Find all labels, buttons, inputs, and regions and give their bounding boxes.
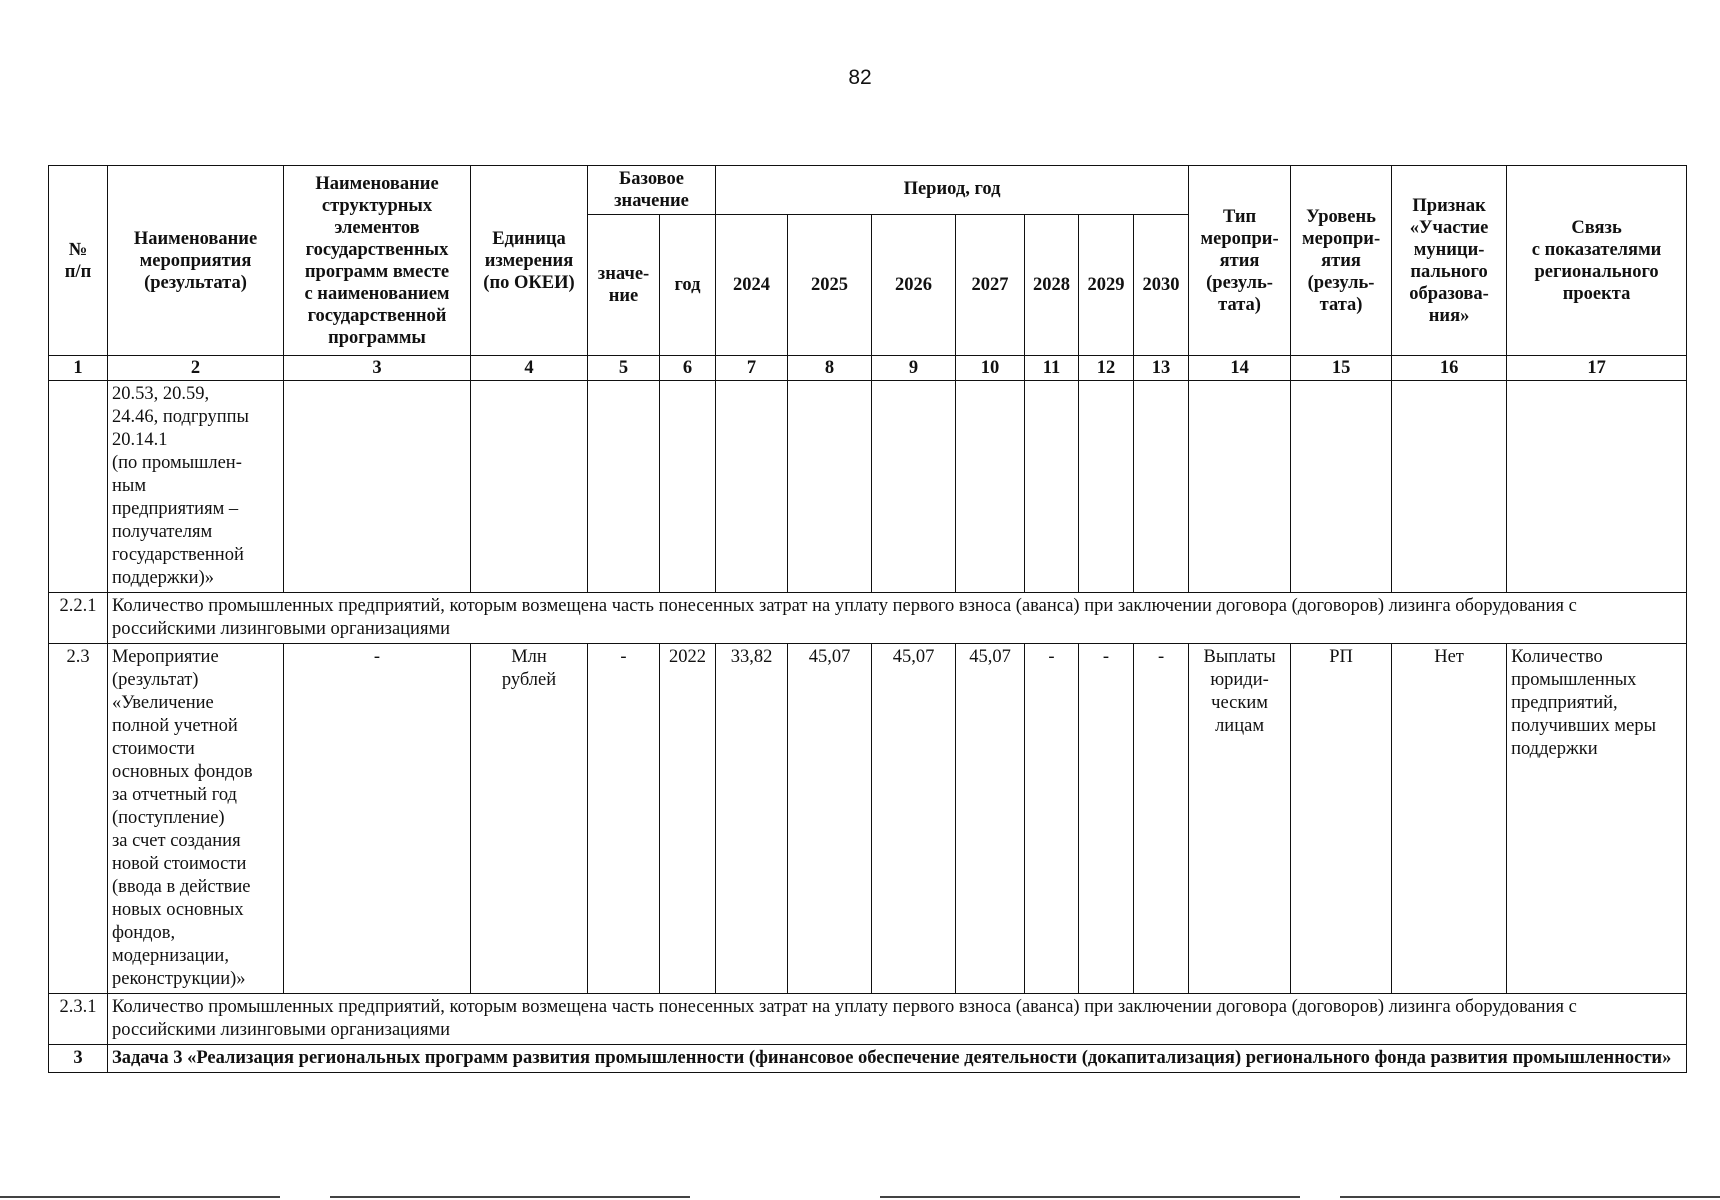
cell-type: Выплаты юриди- ческим лицам (1189, 644, 1291, 994)
header-year: 2025 (788, 215, 872, 356)
cell-level: РП (1291, 644, 1392, 994)
column-number: 7 (716, 356, 788, 381)
scan-artifact (1340, 1196, 1720, 1198)
cell-link: Количество промышленных предприятий, получивших меры поддержки (1507, 644, 1687, 994)
cell-num: 2.3.1 (49, 994, 108, 1045)
scan-artifact (0, 1196, 280, 1198)
scan-artifact (880, 1196, 1300, 1198)
cell-empty (716, 381, 788, 593)
column-number: 4 (471, 356, 588, 381)
column-number: 2 (108, 356, 284, 381)
column-number: 14 (1189, 356, 1291, 381)
table-row (49, 644, 1687, 994)
cell-value-2026: 45,07 (872, 644, 956, 994)
cell-value-2027: 45,07 (956, 644, 1025, 994)
header-level: Уровень меропри- ятия (резуль- тата) (1291, 166, 1392, 356)
cell-num: 3 (49, 1045, 108, 1073)
cell-empty (1134, 381, 1189, 593)
cell-indicator-text: Количество промышленных предприятий, которым возмещена часть понесенных затрат на уплату первого взноса (аванса) при заключении договора (договоров) лизинга оборудования с российскими лизинговыми организациями (108, 593, 1687, 644)
header-row-1 (49, 166, 1687, 215)
cell-empty (471, 381, 588, 593)
header-year: 2024 (716, 215, 788, 356)
header-unit: Единица измерения (по ОКЕИ) (471, 166, 588, 356)
page-number: 82 (848, 66, 872, 89)
cell-value-2028: - (1025, 644, 1079, 994)
header-base-value: значе- ние (588, 215, 660, 356)
header-num: № п/п (49, 166, 108, 356)
header-year: 2026 (872, 215, 956, 356)
cell-empty (1189, 381, 1291, 593)
scan-artifact (330, 1196, 690, 1198)
header-link: Связь с показателями регионального проекта (1507, 166, 1687, 356)
cell-name: 20.53, 20.59, 24.46, подгруппы 20.14.1 (по промышлен- ным предприятиям – получателям государственной поддержки)» (108, 381, 284, 593)
column-number: 6 (660, 356, 716, 381)
column-number: 12 (1079, 356, 1134, 381)
column-number: 9 (872, 356, 956, 381)
cell-base-value: - (588, 644, 660, 994)
cell-empty (588, 381, 660, 593)
cell-empty (1507, 381, 1687, 593)
column-number: 11 (1025, 356, 1079, 381)
cell-name: Мероприятие (результат) «Увеличение полной учетной стоимости основных фондов за отчетный год (поступление) за счет создания новой стоимости (ввода в действие новых основных фондов, модернизации, реконструкции)» (108, 644, 284, 994)
column-number: 16 (1392, 356, 1507, 381)
cell-sign: Нет (1392, 644, 1507, 994)
cell-task-title: Задача 3 «Реализация региональных программ развития промышленности (финансовое обеспечение деятельности (докапитализация) регионального фонда развития промышленности» (108, 1045, 1687, 1073)
header-year: 2028 (1025, 215, 1079, 356)
column-number: 15 (1291, 356, 1392, 381)
cell-num: 2.2.1 (49, 593, 108, 644)
header-base-year: год (660, 215, 716, 356)
cell-base-year: 2022 (660, 644, 716, 994)
column-number: 10 (956, 356, 1025, 381)
cell-empty (284, 381, 471, 593)
table-row (49, 994, 1687, 1045)
cell-indicator-text: Количество промышленных предприятий, которым возмещена часть понесенных затрат на уплату первого взноса (аванса) при заключении договора (договоров) лизинга оборудования с российскими лизинговыми организациями (108, 994, 1687, 1045)
column-number: 3 (284, 356, 471, 381)
column-number: 5 (588, 356, 660, 381)
cell-empty (660, 381, 716, 593)
header-year: 2030 (1134, 215, 1189, 356)
header-year: 2027 (956, 215, 1025, 356)
cell-num (49, 381, 108, 593)
column-number: 1 (49, 356, 108, 381)
cell-unit: Млн рублей (471, 644, 588, 994)
cell-empty (1025, 381, 1079, 593)
cell-empty (788, 381, 872, 593)
header-period: Период, год (716, 166, 1189, 215)
cell-value-2024: 33,82 (716, 644, 788, 994)
cell-empty (1079, 381, 1134, 593)
header-name: Наименование мероприятия (результата) (108, 166, 284, 356)
column-number: 13 (1134, 356, 1189, 381)
column-number-row (49, 356, 1687, 381)
cell-value-2029: - (1079, 644, 1134, 994)
header-type: Тип меропри- ятия (резуль- тата) (1189, 166, 1291, 356)
table-row (49, 381, 1687, 593)
header-year: 2029 (1079, 215, 1134, 356)
cell-value-2025: 45,07 (788, 644, 872, 994)
header-structural: Наименование структурных элементов государственных программ вместе с наименованием государственной программы (284, 166, 471, 356)
cell-empty (872, 381, 956, 593)
cell-structural: - (284, 644, 471, 994)
cell-value-2030: - (1134, 644, 1189, 994)
cell-num: 2.3 (49, 644, 108, 994)
events-table (48, 165, 1687, 1073)
table-row (49, 593, 1687, 644)
header-base: Базовое значение (588, 166, 716, 215)
column-number: 17 (1507, 356, 1687, 381)
header-sign: Признак «Участие муници- пального образова- ния» (1392, 166, 1507, 356)
cell-empty (1392, 381, 1507, 593)
cell-empty (1291, 381, 1392, 593)
cell-empty (956, 381, 1025, 593)
column-number: 8 (788, 356, 872, 381)
table-row (49, 1045, 1687, 1073)
